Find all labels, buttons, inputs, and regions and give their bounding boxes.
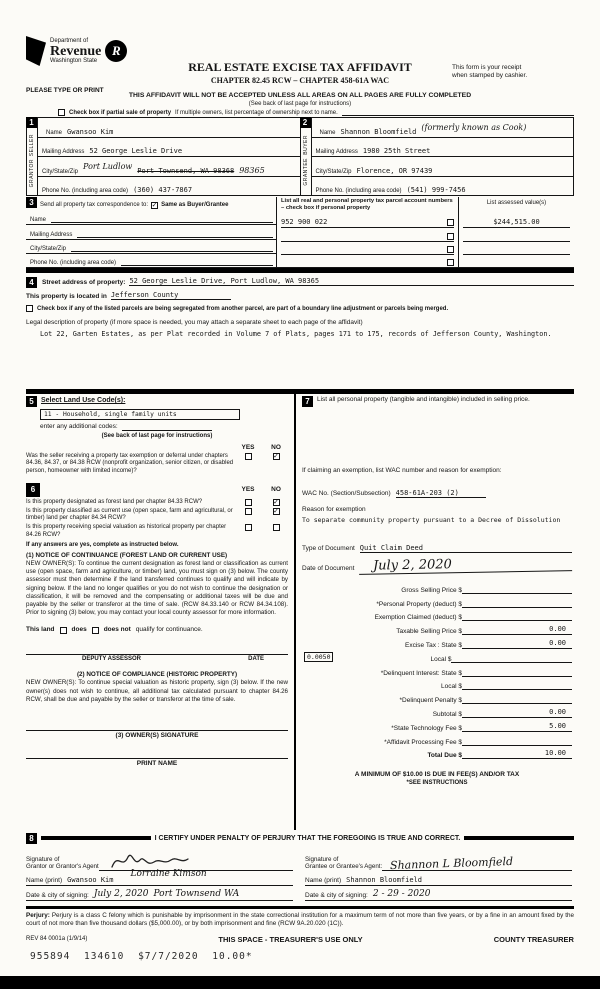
rev-form-number: REV 84 0001a (1/9/14): [26, 935, 88, 942]
correspondence-city-field[interactable]: [71, 244, 273, 252]
type-of-document-value[interactable]: Quit Claim Deed: [360, 544, 572, 553]
s6-q3-no-checkbox[interactable]: [273, 524, 280, 531]
buyer-name-value[interactable]: Shannon Bloomfield: [340, 127, 417, 136]
correspondence-phone-field[interactable]: [121, 258, 273, 266]
exemption-claimed-row: [302, 608, 572, 622]
section-5-badge: 5: [26, 396, 37, 407]
seller-phone-row: [38, 177, 300, 196]
seller-grantor-box: [27, 118, 300, 195]
seller-mailing-label: Mailing Address: [42, 149, 85, 155]
gross-selling-price-row: [302, 580, 572, 594]
excise-tax-local-row: [302, 649, 572, 663]
grantor-name-value[interactable]: Gwansoo Kim: [67, 876, 114, 884]
seller-city-label: City/State/Zip: [42, 168, 79, 175]
form-chapter-subtitle: CHAPTER 82.45 RCW – CHAPTER 458-61A WAC: [210, 76, 390, 85]
affidavit-processing-fee-value[interactable]: [462, 736, 572, 746]
grantee-sig-label-1: Signature of: [305, 856, 339, 863]
send-correspondence-label: Send all property tax correspondence to:: [40, 202, 149, 208]
correspondence-name-label: Name: [30, 217, 47, 224]
parties-section: [26, 117, 574, 196]
minimum-due-note: A MINIMUM OF $10.00 IS DUE IN FEE(S) AND/OR TAX: [354, 771, 520, 779]
scan-edge-bar: [0, 976, 600, 989]
assessed-values-column: [458, 197, 574, 267]
buyer-mailing-value[interactable]: 1980 25th Street: [362, 147, 431, 155]
excise-tax-state-label: Excise Tax : State $: [405, 641, 462, 649]
deputy-assessor-label: DEPUTY ASSESSOR: [82, 656, 142, 663]
located-county-value[interactable]: Jefferson County: [111, 291, 231, 300]
grantor-date-handwritten[interactable]: July 2, 2020: [93, 889, 149, 899]
seller-phone-label: Phone No. (including area code): [42, 188, 129, 194]
cashier-receipt-stamp: 955894 134610 $7/7/2020 10.00*: [30, 951, 253, 962]
buyer-name-handwritten[interactable]: (formerly known as Cook): [421, 122, 527, 132]
excise-tax-state-row: [302, 635, 572, 649]
seller-name-label: Name: [46, 129, 63, 136]
buyer-side-strip: [301, 118, 312, 195]
section-divider-bar: [26, 906, 574, 909]
reason-for-exemption-value[interactable]: To separate community property pursuant to a Decree of Dissolution: [302, 516, 561, 524]
no-column-header: NO: [271, 444, 281, 452]
affidavit-processing-fee-label: *Affidavit Processing Fee $: [384, 738, 462, 746]
partial-sale-checkbox[interactable]: [58, 109, 65, 116]
buyer-name-row: [312, 118, 574, 138]
personal-property-checkbox[interactable]: [447, 233, 454, 240]
seller-city-handwritten[interactable]: Port Ludlow: [83, 161, 133, 171]
property-location-section: [26, 277, 574, 338]
grantor-sig-label-2: Grantor or Grantor's Agent: [26, 863, 99, 870]
grantor-sig-label-1: Signature of: [26, 856, 60, 863]
buyer-grantee-box: [300, 118, 574, 195]
buyer-phone-value[interactable]: (541) 999-7456: [406, 186, 466, 194]
seller-name-value[interactable]: Gwansoo Kim: [67, 127, 114, 136]
seller-name-row: [38, 118, 300, 138]
personal-property-blank-area[interactable]: [302, 407, 572, 467]
land-use-code-select[interactable]: [40, 409, 240, 420]
correspondence-city-label: City/State/Zip: [30, 245, 67, 252]
receipt-note: [452, 64, 577, 80]
delinquent-penalty-value[interactable]: [462, 694, 572, 704]
owners-signature-label: (3) OWNER(S) SIGNATURE: [115, 732, 199, 740]
grantee-sig-label-2: Grantee or Grantee's Agent:: [305, 863, 383, 870]
does-label: does: [71, 626, 87, 634]
print-name-label: PRINT NAME: [136, 760, 178, 768]
revenue-r-logo-icon: R: [105, 40, 127, 62]
delinquent-interest-local-row: [302, 677, 572, 691]
grantee-name-value[interactable]: Shannon Bloomfield: [346, 876, 422, 884]
seller-city-row: [38, 157, 300, 177]
section-divider-bar: [26, 268, 574, 273]
certify-bar-right: [464, 836, 574, 840]
correspondence-phone-row: [26, 254, 276, 267]
partial-sale-label: Check box if partial sale of property: [69, 110, 172, 116]
buyer-phone-label: Phone No. (including area code): [315, 188, 402, 194]
section-6-badge: 6: [26, 483, 40, 497]
personal-property-checkbox[interactable]: [447, 259, 454, 266]
buyer-phone-row: [312, 177, 574, 196]
street-address-value[interactable]: 52 George Leslie Drive, Port Ludlow, WA 98365: [129, 277, 574, 286]
assessed-value-row[interactable]: [463, 242, 570, 255]
grantee-signature-block: [305, 847, 574, 901]
section-4-badge: 4: [26, 277, 37, 288]
seller-city-typed-struck[interactable]: Port Townsend, WA 98368: [137, 166, 235, 175]
owners-signature-line[interactable]: [26, 730, 288, 731]
buyer-city-row: [312, 157, 574, 177]
assessed-value-row[interactable]: $244,515.00: [463, 215, 570, 228]
seller-mailing-value[interactable]: 52 George Leslie Drive: [89, 147, 183, 155]
delinquent-interest-state-label: *Delinquent Interest: State $: [380, 669, 462, 677]
money-table: [302, 580, 572, 759]
notice-continuance-body: NEW OWNER(S): To continue the current designation as forest land or classification as current use (open space, farm and agriculture, or timber) land, you must sign on (3) below. The county assessor must then determine if the land transferred continues to qualify and will indicate by signing below. If the land no longer qualifies or you do not wish to continue the designation or classification, it will be removed and the compensating or additional taxes will be due and payable by the seller or transferor at the time of sale. (RCW 84.33.140 or RCW 84.34.108). Prior to signing (3) below, you may contact your local county assessor for more information.: [26, 560, 288, 617]
delinquent-interest-state-value[interactable]: [462, 667, 572, 677]
forest-land-question: Is this property designated as forest land per chapter 84.33 RCW?: [26, 498, 203, 505]
additional-codes-field[interactable]: [122, 423, 212, 431]
if-yes-note: If any answers are yes, complete as instructed below.: [26, 541, 179, 548]
s5-q1-no-checkbox[interactable]: ✓: [273, 453, 279, 461]
date-of-document-label: Date of Document: [302, 565, 355, 572]
delinquent-interest-local-label: Local $: [441, 683, 462, 691]
parcel-row: [281, 215, 454, 228]
grantor-city-handwritten[interactable]: Port Townsend WA: [153, 889, 240, 899]
total-due-row: [302, 746, 572, 760]
historic-property-question-row: [26, 524, 288, 538]
exemption-deferral-question: Was the seller receiving a property tax exemption or deferral under chapters 84.36, 84.37, or 84.38 RCW (nonprofit organization, senior citizen, or disabled person, homeowner with limited income)?: [26, 453, 234, 474]
notice-continuance-title: (1) NOTICE OF CONTINUANCE (FOREST LAND OR CURRENT USE): [26, 552, 228, 560]
date-of-document-handwritten[interactable]: July 2, 2020: [359, 555, 572, 575]
excise-tax-column: [294, 394, 574, 830]
grantee-date-handwritten[interactable]: 2 - 29 - 2020: [372, 889, 431, 899]
correspondence-phone-label: Phone No. (including area code): [30, 260, 117, 266]
perjury-notice: [26, 912, 574, 927]
gross-selling-price-label: Gross Selling Price $: [401, 586, 462, 594]
taxable-selling-price-value[interactable]: 0.00: [462, 625, 572, 635]
yes-column-header: YES: [241, 444, 255, 452]
seller-zip-handwritten[interactable]: 98365: [239, 165, 265, 175]
select-land-use-label: Select Land Use Code(s):: [41, 397, 126, 405]
current-use-question-row: [26, 508, 288, 522]
local-rate-box: 0.0050: [304, 652, 333, 662]
subtotal-value[interactable]: 0.00: [462, 708, 572, 718]
personal-property-checkbox[interactable]: [447, 246, 454, 253]
subtotal-row: [302, 704, 572, 718]
section-1-badge: 1: [26, 117, 37, 128]
logo-state-line: Washington State: [50, 57, 98, 64]
grantee-date-label: Date & city of signing:: [305, 892, 368, 899]
treasurer-space-label: THIS SPACE - TREASURER'S USE ONLY: [218, 935, 363, 944]
correspondence-mailing-field[interactable]: [77, 230, 273, 238]
seller-vertical-label: SELLER: [29, 133, 35, 156]
buyer-mailing-row: [312, 138, 574, 158]
wac-number-value[interactable]: 458-61A-203 (2): [396, 489, 486, 498]
personal-property-checkbox[interactable]: [447, 219, 454, 226]
taxable-selling-price-label: Taxable Selling Price $: [396, 628, 462, 636]
street-address-label: Street address of property:: [42, 279, 126, 286]
type-of-document-label: Type of Document: [302, 544, 355, 552]
see-back-note-s5: (See back of last page for instructions): [101, 433, 213, 439]
total-due-value[interactable]: 10.00: [462, 749, 572, 759]
grantor-name-row: [26, 871, 293, 886]
affidavit-processing-fee-row: [302, 732, 572, 746]
section-7-badge: 7: [302, 396, 313, 407]
perjury-body: Perjury is a class C felony which is punishable by imprisonment in the state correctional institution for a maximum term of not more than five years, or by a fine in an amount fixed by the court of not more than five thousand dollars ($5,000.00), or by both imprisonment and fine (RCW 9A.20.020 (1C)).: [26, 912, 575, 927]
grantor-signature-field[interactable]: [99, 849, 293, 871]
receipt-note-line1: This form is your receipt: [452, 64, 522, 71]
certification-section: [26, 832, 574, 901]
deputy-date-label: DATE: [248, 656, 264, 663]
assessed-value-row[interactable]: [463, 228, 570, 241]
see-back-note: (See back of last page for instructions): [248, 101, 352, 107]
land-use-column: [26, 394, 294, 830]
parcel-row: [281, 255, 454, 267]
land-use-code-value: 11 - Household, single family units: [44, 411, 177, 418]
section-2-badge: 2: [300, 117, 311, 128]
grantee-name-label: Name (print): [305, 877, 342, 884]
grantor-date-label: Date & city of signing:: [26, 892, 89, 899]
parcel-numbers-header: List all real and personal property tax parcel account numbers – check box if personal property: [281, 198, 453, 211]
reason-for-exemption-label: Reason for exemption: [302, 506, 366, 513]
delinquent-penalty-row: [302, 690, 572, 704]
s6-q2-yes-checkbox[interactable]: [245, 508, 252, 515]
section-3-badge: 3: [26, 197, 37, 208]
qualify-label: qualify for continuance.: [135, 626, 203, 634]
buyer-name-label: Name: [319, 129, 336, 136]
notice-compliance-body: NEW OWNER(S): To continue special valuation as historic property, sign (3) below. If the new owner(s) does not wish to continue, all additional tax calculated pursuant to chapter 84.26 RCW, shall be due and payable by the seller or transferor at the time of sale.: [26, 679, 288, 703]
seller-side-strip: [27, 118, 38, 195]
print-name-line[interactable]: [26, 758, 288, 759]
grantor-date-row: [26, 886, 293, 901]
notice-compliance-title: (2) NOTICE OF COMPLIANCE (HISTORIC PROPERTY): [76, 671, 238, 679]
see-instructions-note: *SEE INSTRUCTIONS: [406, 780, 468, 787]
correspondence-city-row: [26, 240, 276, 254]
correspondence-name-field[interactable]: [51, 215, 273, 223]
state-technology-fee-value[interactable]: 5.00: [462, 722, 572, 732]
exemption-deferral-question-row: [26, 453, 288, 475]
wac-number-label: WAC No. (Section/Subsection): [302, 489, 391, 497]
buyer-mailing-label: Mailing Address: [315, 149, 358, 155]
grantee-name-row: [305, 871, 572, 886]
delinquent-penalty-label: *Delinquent Penalty $: [399, 697, 462, 705]
parcel-numbers-column: [276, 197, 458, 267]
certify-bar-left: [41, 836, 151, 840]
current-use-question: Is this property classified as current use (open space, farm and agricultural, or timber) land per chapter 84.34 RCW?: [26, 508, 233, 522]
s6-q1-no-checkbox[interactable]: ✓: [273, 498, 279, 506]
s6-q3-yes-checkbox[interactable]: [245, 524, 252, 531]
yes-column-header: YES: [241, 486, 255, 494]
additional-codes-label: enter any additional codes:: [40, 423, 118, 430]
parcel-row: [281, 228, 454, 241]
personal-property-deduct-label: *Personal Property (deduct) $: [376, 600, 462, 608]
parcel-number-value[interactable]: 952 900 022: [281, 218, 328, 227]
subtotal-label: Subtotal $: [432, 710, 462, 718]
buyer-city-value[interactable]: Florence, OR 97439: [356, 166, 433, 175]
not-accepted-warning: THIS AFFIDAVIT WILL NOT BE ACCEPTED UNLESS ALL AREAS ON ALL PAGES ARE FULLY COMPLETED: [128, 92, 472, 99]
exemption-claimed-label: Exemption Claimed (deduct) $: [374, 614, 462, 622]
grantor-name-handwritten[interactable]: Lorraine Kimson: [130, 869, 207, 879]
seller-mailing-row: [38, 138, 300, 158]
grantor-vertical-label: GRANTOR: [29, 158, 35, 188]
gross-selling-price-value[interactable]: [462, 584, 572, 594]
s6-q1-yes-checkbox[interactable]: [245, 499, 252, 506]
excise-tax-local-value[interactable]: [451, 653, 572, 663]
receipt-note-line2: when stamped by cashier.: [452, 72, 528, 79]
grantee-vertical-label: GRANTEE: [302, 158, 309, 186]
total-due-label: Total Due $: [427, 752, 462, 760]
legal-description-value[interactable]: Lot 22, Garten Estates, as per Plat recorded in Volume 7 of Plats, pages 171 to 175, records of Jefferson County, Washington.: [40, 330, 552, 338]
forest-land-question-row: [26, 499, 288, 506]
logo-dept-line: Department of: [50, 37, 89, 44]
section-8-badge: 8: [26, 833, 37, 844]
state-technology-fee-label: *State Technology Fee $: [391, 724, 462, 732]
does-not-label: does not: [103, 626, 131, 634]
grantee-date-row: [305, 886, 572, 901]
delinquent-interest-state-row: [302, 663, 572, 677]
segregated-parcels-checkbox[interactable]: [26, 305, 33, 312]
excise-tax-state-value[interactable]: 0.00: [462, 639, 572, 649]
taxable-selling-price-row: [302, 621, 572, 635]
state-technology-fee-row: [302, 718, 572, 732]
segregated-parcels-label: Check box if any of the listed parcels are being segregated from another parcel, are part of a boundary line adjustment or parcels being merged.: [37, 306, 449, 312]
buyer-vertical-label: BUYER: [302, 135, 309, 156]
located-in-label: This property is located in: [26, 293, 107, 300]
multiple-owners-note: If multiple owners, list percentage of ownership next to name.: [175, 110, 338, 116]
no-column-header: NO: [271, 486, 281, 494]
exemption-intro: If claiming an exemption, list WAC number and reason for exemption:: [302, 467, 502, 474]
please-type-label: PLEASE TYPE OR PRINT: [26, 87, 104, 94]
personal-property-instruction: List all personal property (tangible and intangible) included in selling price.: [317, 396, 530, 403]
buyer-city-label: City/State/Zip: [315, 168, 352, 175]
historic-property-question: Is this property receiving special valuation as historical property per chapter 84.26 RCW?: [26, 524, 227, 538]
logo-agency-line: Revenue: [50, 43, 102, 59]
parcel-row: [281, 242, 454, 255]
assessed-values-header: List assessed value(s): [486, 200, 547, 206]
correspondence-mailing-row: [26, 225, 276, 239]
tax-correspondence-section: [26, 197, 574, 268]
form-title: REAL ESTATE EXCISE TAX AFFIDAVIT: [188, 60, 412, 74]
seller-phone-value[interactable]: (360) 437-7867: [133, 186, 193, 194]
s5-q1-yes-checkbox[interactable]: [245, 453, 252, 460]
legal-description-label: Legal description of property (if more space is needed, you may attach a separate sheet to each page of the affidavit): [26, 319, 363, 326]
same-as-buyer-label: Same as Buyer/Grantee: [161, 202, 229, 208]
this-land-label: This land: [26, 626, 55, 634]
perjury-lead: Perjury:: [26, 912, 50, 919]
grantee-signature-field[interactable]: [382, 849, 572, 871]
assessed-value-row[interactable]: [463, 255, 570, 267]
certify-statement: I CERTIFY UNDER PENALTY OF PERJURY THAT THE FOREGOING IS TRUE AND CORRECT.: [154, 834, 461, 842]
exemption-claimed-value[interactable]: [462, 611, 572, 621]
form-footer-row: [26, 935, 574, 944]
grantor-name-label: Name (print): [26, 877, 63, 884]
personal-property-deduct-value[interactable]: [462, 598, 572, 608]
correspondence-mailing-label: Mailing Address: [30, 231, 73, 238]
land-does-checkbox[interactable]: [60, 627, 67, 634]
county-treasurer-label: COUNTY TREASURER: [493, 935, 574, 944]
partial-sale-row: [58, 108, 574, 116]
s6-q2-no-checkbox[interactable]: ✓: [273, 508, 279, 516]
excise-tax-local-label: Local $: [430, 655, 452, 663]
grantor-signature-block: [26, 847, 305, 901]
ownership-percentage-line[interactable]: [342, 108, 574, 116]
land-does-not-checkbox[interactable]: [92, 627, 99, 634]
correspondence-name-row: [26, 211, 276, 225]
grantee-signature-handwritten: Shannon L Bloomfield: [390, 854, 514, 873]
delinquent-interest-local-value[interactable]: [462, 680, 572, 690]
personal-property-deduct-row: [302, 594, 572, 608]
lower-columns: [26, 389, 574, 830]
same-as-buyer-checkbox[interactable]: ✓: [151, 201, 158, 209]
